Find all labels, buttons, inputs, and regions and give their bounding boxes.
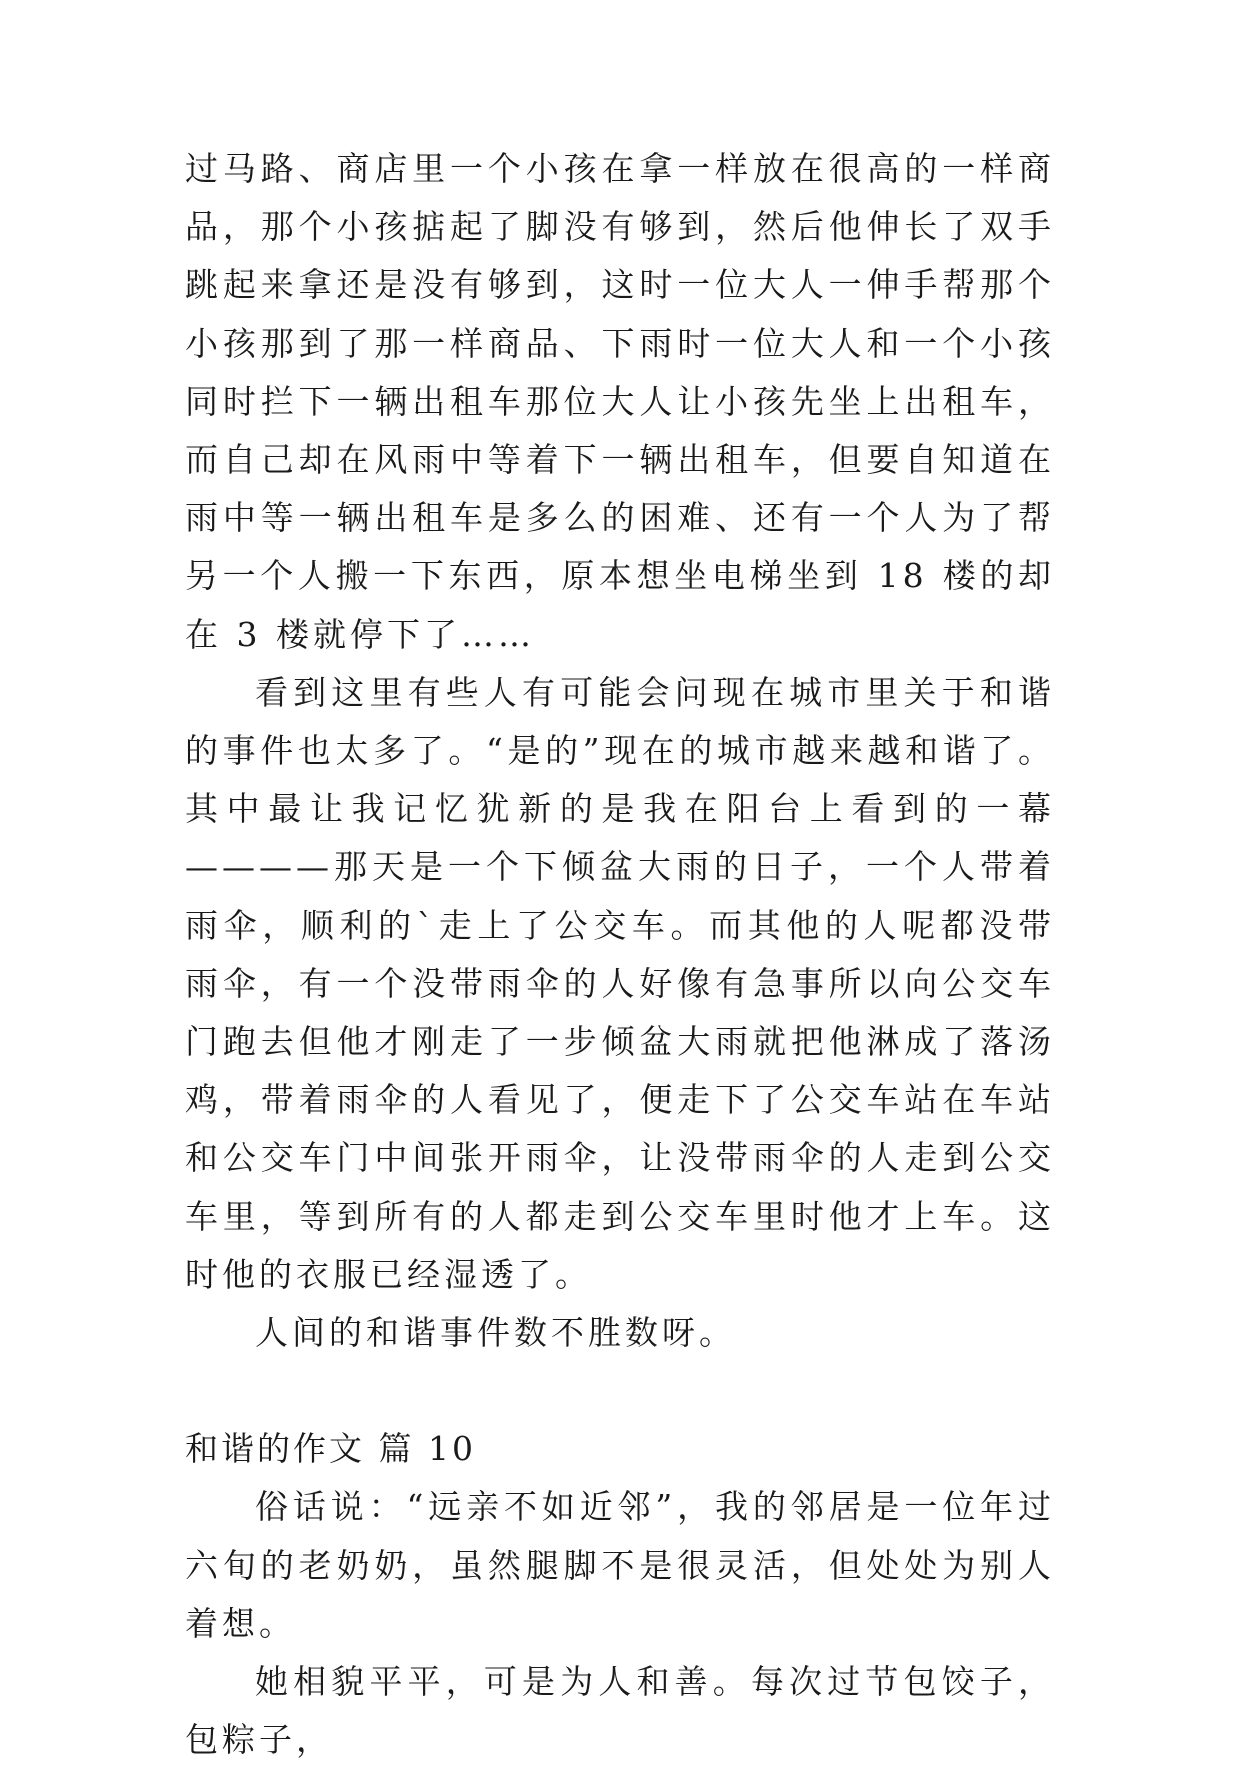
paragraph-neighbor-intro: 俗话说：“远亲不如近邻”，我的邻居是一位年过六旬的老奶奶，虽然腿脚不是很灵活，但处处为别人着想。 (185, 1487, 1055, 1643)
paragraph-neighbor-detail: 她相貌平平，可是为人和善。每次过节包饺子，包粽子， (185, 1662, 1055, 1760)
paragraph-continued: 过马路、商店里一个小孩在拿一样放在很高的一样商品，那个小孩掂起了脚没有够到，然后他伸长了双手跳起来拿还是没有够到，这时一位大人一伸手帮那个小孩那到了那一样商品、下雨时一位大人和一个小孩同时拦下一辆出租车那位大人让小孩先坐上出租车，而自己却在风雨中等着下一辆出租车，但要自知道在雨中等一辆出租车是多么的困难、还有一个人为了帮另一个人搬一下东西，原本想坐电梯坐到 18 楼的却在 3 楼就停下了…… (185, 149, 1055, 654)
document-page (185, 140, 1055, 1769)
paragraph-witness: 看到这里有些人有可能会问现在城市里关于和谐的事件也太多了。“是的”现在的城市越来越和谐了。其中最让我记忆犹新的是我在阳台上看到的一幕————那天是一个下倾盆大雨的日子，一个人带着雨伞，顺利的`走上了公交车。而其他的人呢都没带雨伞，有一个没带雨伞的人好像有急事所以向公交车门跑去但他才刚走了一步倾盆大雨就把他淋成了落汤鸡，带着雨伞的人看见了，便走下了公交车站在车站和公交车门中间张开雨伞，让没带雨伞的人走到公交车里，等到所有的人都走到公交车里时他才上车。这时他的衣服已经湿透了。 (185, 672, 1055, 1294)
section-gap (185, 1362, 1055, 1420)
paragraph-conclusion: 人间的和谐事件数不胜数呀。 (255, 1313, 736, 1353)
section-heading: 和谐的作文 篇 10 (185, 1429, 476, 1469)
